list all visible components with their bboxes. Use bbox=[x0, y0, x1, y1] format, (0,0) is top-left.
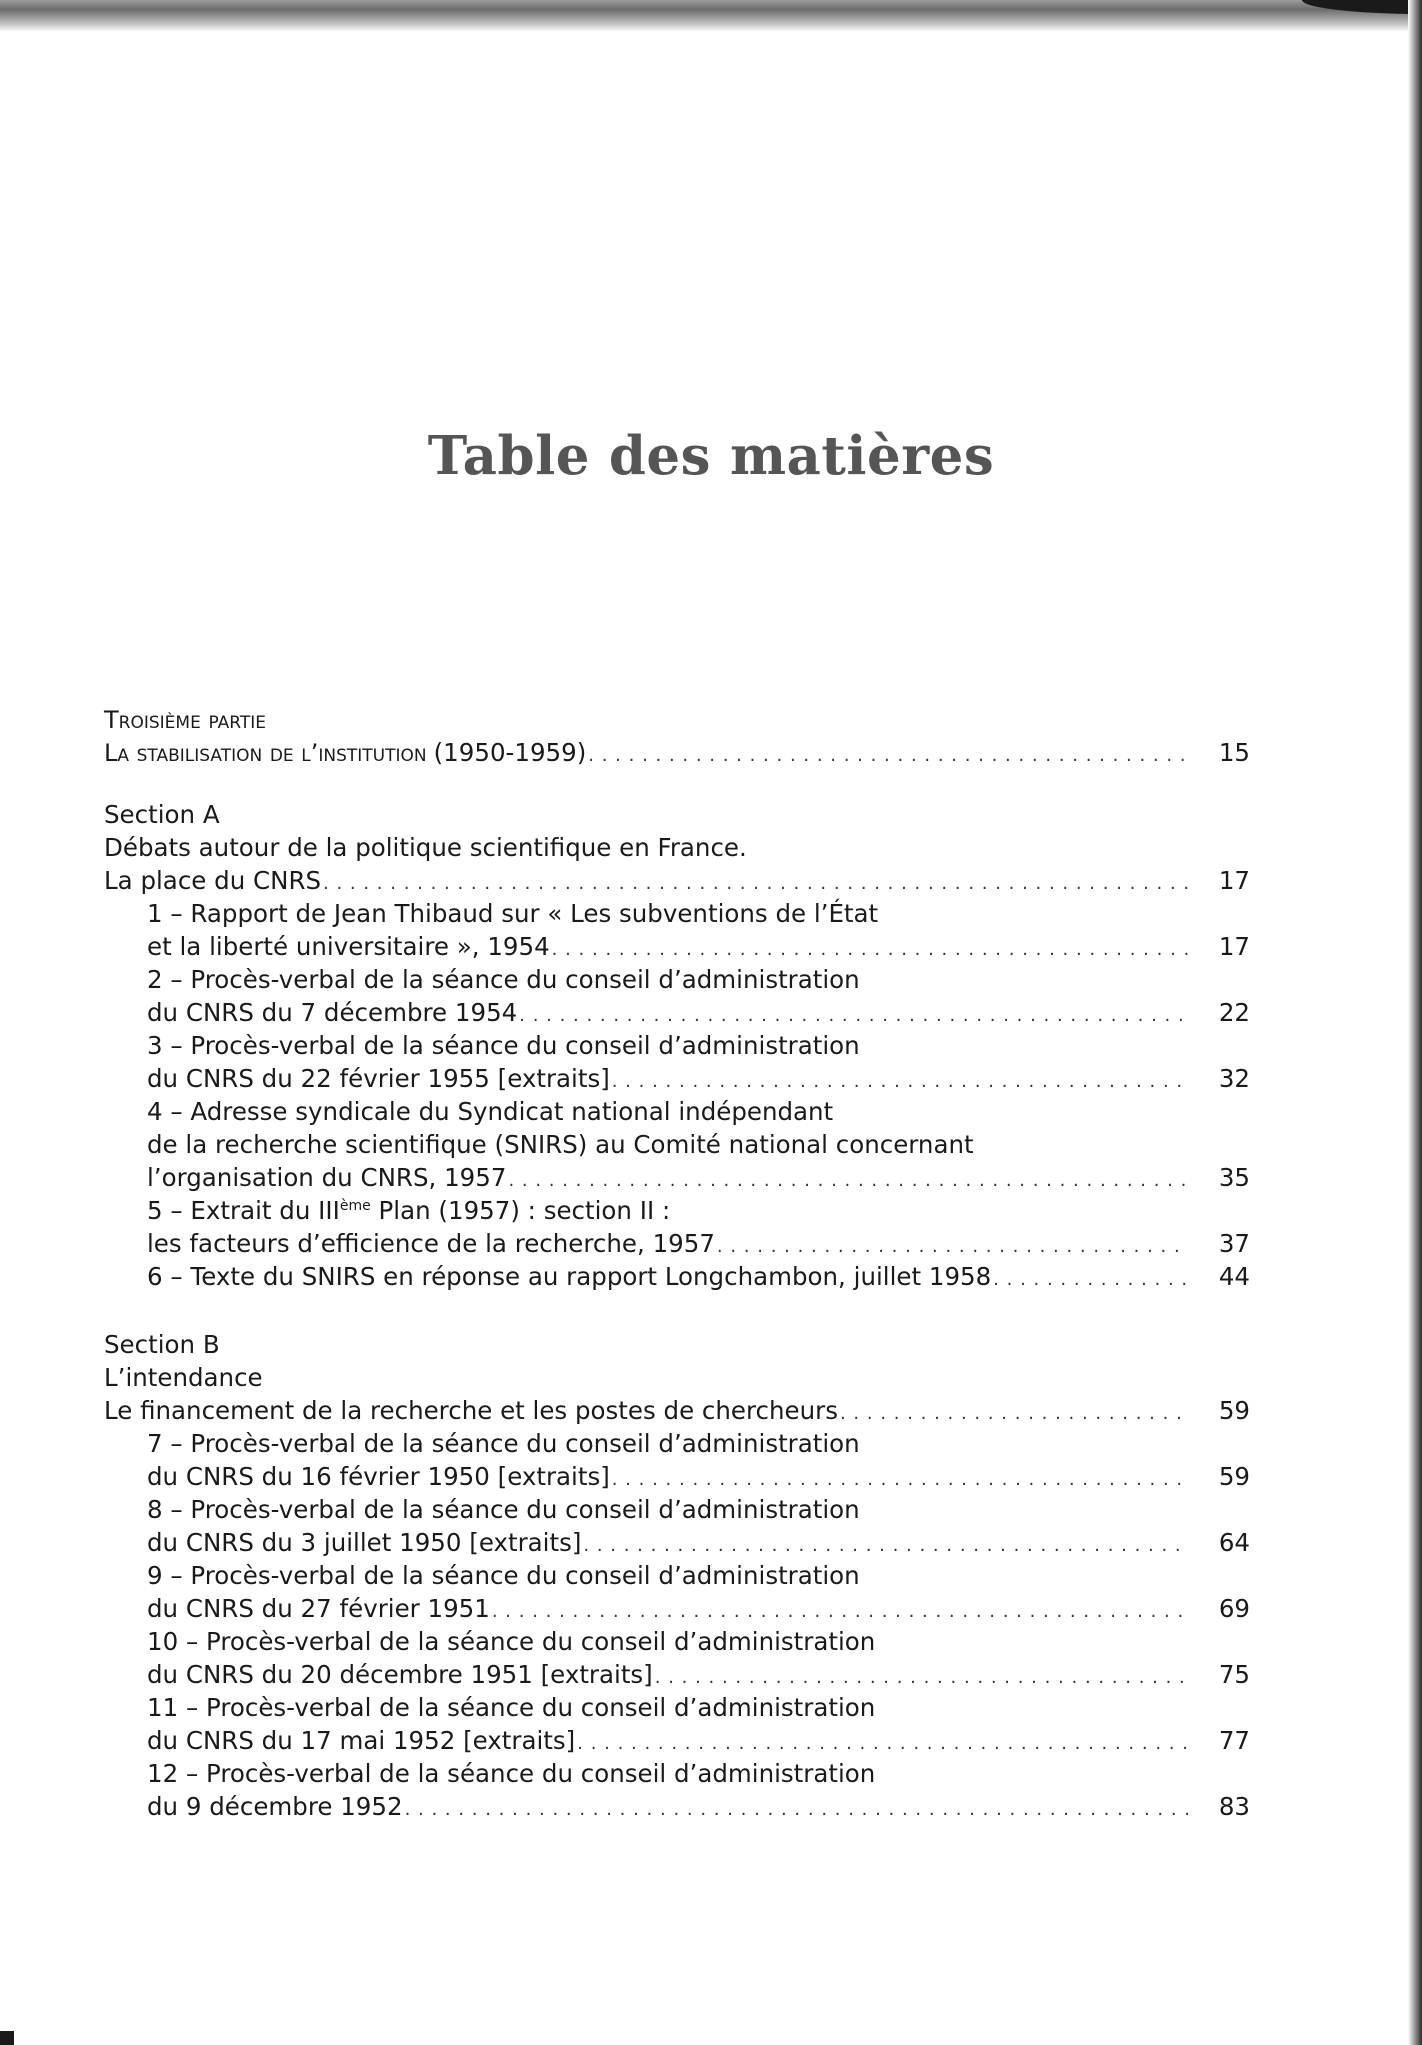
section-b-subheading-line bbox=[104, 1396, 1250, 1430]
dot-leader bbox=[655, 1667, 1188, 1688]
scan-corner-mark bbox=[0, 2031, 14, 2045]
toc-entry-text-part: Plan (1957) : section II : bbox=[370, 1196, 671, 1225]
toc-entry-text: 9 – Procès-verbal de la séance du conseil d’administration bbox=[147, 1561, 860, 1590]
toc-entry-line bbox=[147, 998, 1250, 1032]
toc-entry-text: 2 – Procès-verbal de la séance du conseil d’administration bbox=[147, 965, 860, 994]
toc-entry-line bbox=[147, 1429, 1250, 1463]
toc-entry-line bbox=[147, 1097, 1250, 1131]
toc-page-number: 17 bbox=[1218, 932, 1250, 961]
toc-entry-line bbox=[147, 1561, 1250, 1595]
section-b-label-line bbox=[104, 1330, 1250, 1364]
toc-entry-text: du CNRS du 16 février 1950 [extraits] bbox=[147, 1462, 610, 1491]
page-title: Table des matières bbox=[427, 425, 995, 487]
toc-entry-text: du CNRS du 7 décembre 1954 bbox=[147, 998, 518, 1027]
toc-entry-text: 6 – Texte du SNIRS en réponse au rapport Longchambon, juillet 1958 bbox=[147, 1262, 992, 1291]
section-subheading: La place du CNRS bbox=[104, 866, 322, 895]
section-subheading: Le financement de la recherche et les postes de chercheurs bbox=[104, 1396, 838, 1425]
dot-leader bbox=[323, 873, 1188, 894]
dot-leader bbox=[577, 1733, 1188, 1754]
toc-entry-text: 10 – Procès-verbal de la séance du conseil d’administration bbox=[147, 1627, 876, 1656]
toc-entry-text: 8 – Procès-verbal de la séance du conseil d’administration bbox=[147, 1495, 860, 1524]
toc-entry-text: de la recherche scientifique (SNIRS) au Comité national concernant bbox=[147, 1130, 974, 1159]
toc-entry-text: du 9 décembre 1952 bbox=[147, 1792, 403, 1821]
part-label-line bbox=[104, 706, 1250, 740]
toc-entry-line bbox=[147, 1130, 1250, 1164]
toc-entry-line bbox=[147, 1064, 1250, 1098]
toc-entry-text: 3 – Procès-verbal de la séance du conseil d’administration bbox=[147, 1031, 860, 1060]
dot-leader bbox=[840, 1403, 1188, 1424]
scan-right-edge bbox=[1408, 0, 1422, 2045]
toc-page-number: 59 bbox=[1218, 1396, 1250, 1425]
toc-entry-line bbox=[147, 1262, 1250, 1296]
toc-entry-text bbox=[147, 1196, 670, 1225]
section-label: Section A bbox=[104, 800, 220, 829]
toc-entry-line bbox=[147, 1163, 1250, 1197]
dot-leader bbox=[612, 1469, 1188, 1490]
dot-leader bbox=[583, 1535, 1188, 1556]
toc-page-number: 32 bbox=[1218, 1064, 1250, 1093]
toc-entry-text: du CNRS du 20 décembre 1951 [extraits] bbox=[147, 1660, 653, 1689]
section-heading: L’intendance bbox=[104, 1363, 263, 1392]
toc-entry-text-part: 5 – Extrait du III bbox=[147, 1196, 340, 1225]
toc-page-number: 44 bbox=[1218, 1262, 1250, 1291]
toc-entry-text: 7 – Procès-verbal de la séance du conseil d’administration bbox=[147, 1429, 860, 1458]
dot-leader bbox=[552, 939, 1188, 960]
toc-page-number: 77 bbox=[1218, 1726, 1250, 1755]
toc-entry-line bbox=[147, 1462, 1250, 1496]
section-label: Section B bbox=[104, 1330, 220, 1359]
toc-page-number: 59 bbox=[1218, 1462, 1250, 1491]
toc-entry-line bbox=[147, 1229, 1250, 1263]
dot-leader bbox=[519, 1005, 1188, 1026]
toc-entry-text: du CNRS du 3 juillet 1950 [extraits] bbox=[147, 1528, 582, 1557]
toc-entry-line bbox=[147, 1495, 1250, 1529]
part-title-line bbox=[104, 738, 1250, 772]
toc-entry-line bbox=[147, 1759, 1250, 1793]
toc-entry-text: du CNRS du 27 février 1951 bbox=[147, 1594, 490, 1623]
dot-leader bbox=[612, 1071, 1188, 1092]
dot-leader bbox=[508, 1170, 1188, 1191]
toc-entry-line bbox=[147, 1196, 1250, 1230]
toc-page-number: 15 bbox=[1218, 738, 1250, 767]
toc-entry-line bbox=[147, 1660, 1250, 1694]
toc-entry-line bbox=[147, 1792, 1250, 1826]
dot-leader bbox=[405, 1799, 1188, 1820]
toc-entry-line bbox=[147, 1031, 1250, 1065]
dot-leader bbox=[588, 745, 1188, 766]
toc-entry-text: 12 – Procès-verbal de la séance du conseil d’administration bbox=[147, 1759, 876, 1788]
scan-top-edge bbox=[0, 0, 1422, 32]
section-a-label-line bbox=[104, 800, 1250, 834]
toc-entry-line bbox=[147, 899, 1250, 933]
toc-page-number: 69 bbox=[1218, 1594, 1250, 1623]
toc-page-number: 64 bbox=[1218, 1528, 1250, 1557]
toc-entry-text: 4 – Adresse syndicale du Syndicat national indépendant bbox=[147, 1097, 834, 1126]
toc-page-number: 83 bbox=[1218, 1792, 1250, 1821]
toc-entry-line bbox=[147, 1693, 1250, 1727]
toc-entry-text: les facteurs d’efficience de la recherche, 1957 bbox=[147, 1229, 715, 1258]
section-a-heading-line bbox=[104, 833, 1250, 867]
toc-entry-line bbox=[147, 965, 1250, 999]
toc-page-number: 17 bbox=[1218, 866, 1250, 895]
part-label: Troisième partie bbox=[104, 706, 266, 734]
toc-entry-line bbox=[147, 1594, 1250, 1628]
part-title: La stabilisation de l’institution bbox=[104, 739, 427, 767]
section-a-subheading-line bbox=[104, 866, 1250, 900]
toc-entry-line bbox=[147, 1627, 1250, 1661]
toc-page-number: 37 bbox=[1218, 1229, 1250, 1258]
toc-entry-text: 11 – Procès-verbal de la séance du conseil d’administration bbox=[147, 1693, 876, 1722]
dot-leader bbox=[492, 1601, 1188, 1622]
toc-page-number: 75 bbox=[1218, 1660, 1250, 1689]
part-title-years: (1950-1959) bbox=[433, 738, 587, 767]
dot-leader bbox=[993, 1269, 1188, 1290]
superscript: ème bbox=[339, 1198, 371, 1214]
dot-leader bbox=[717, 1236, 1188, 1257]
toc-entry-line bbox=[147, 932, 1250, 966]
section-heading: Débats autour de la politique scientifique en France. bbox=[104, 833, 747, 862]
toc-entry-line bbox=[147, 1726, 1250, 1760]
toc-entry-line bbox=[147, 1528, 1250, 1562]
toc-entry-text: l’organisation du CNRS, 1957 bbox=[147, 1163, 507, 1192]
toc-page-number: 35 bbox=[1218, 1163, 1250, 1192]
toc-entry-text: 1 – Rapport de Jean Thibaud sur « Les subventions de l’État bbox=[147, 899, 879, 928]
toc-entry-text: du CNRS du 22 février 1955 [extraits] bbox=[147, 1064, 610, 1093]
section-b-heading-line bbox=[104, 1363, 1250, 1397]
toc-entry-text: du CNRS du 17 mai 1952 [extraits] bbox=[147, 1726, 576, 1755]
toc-entry-text: et la liberté universitaire », 1954 bbox=[147, 932, 550, 961]
toc-page-number: 22 bbox=[1218, 998, 1250, 1027]
